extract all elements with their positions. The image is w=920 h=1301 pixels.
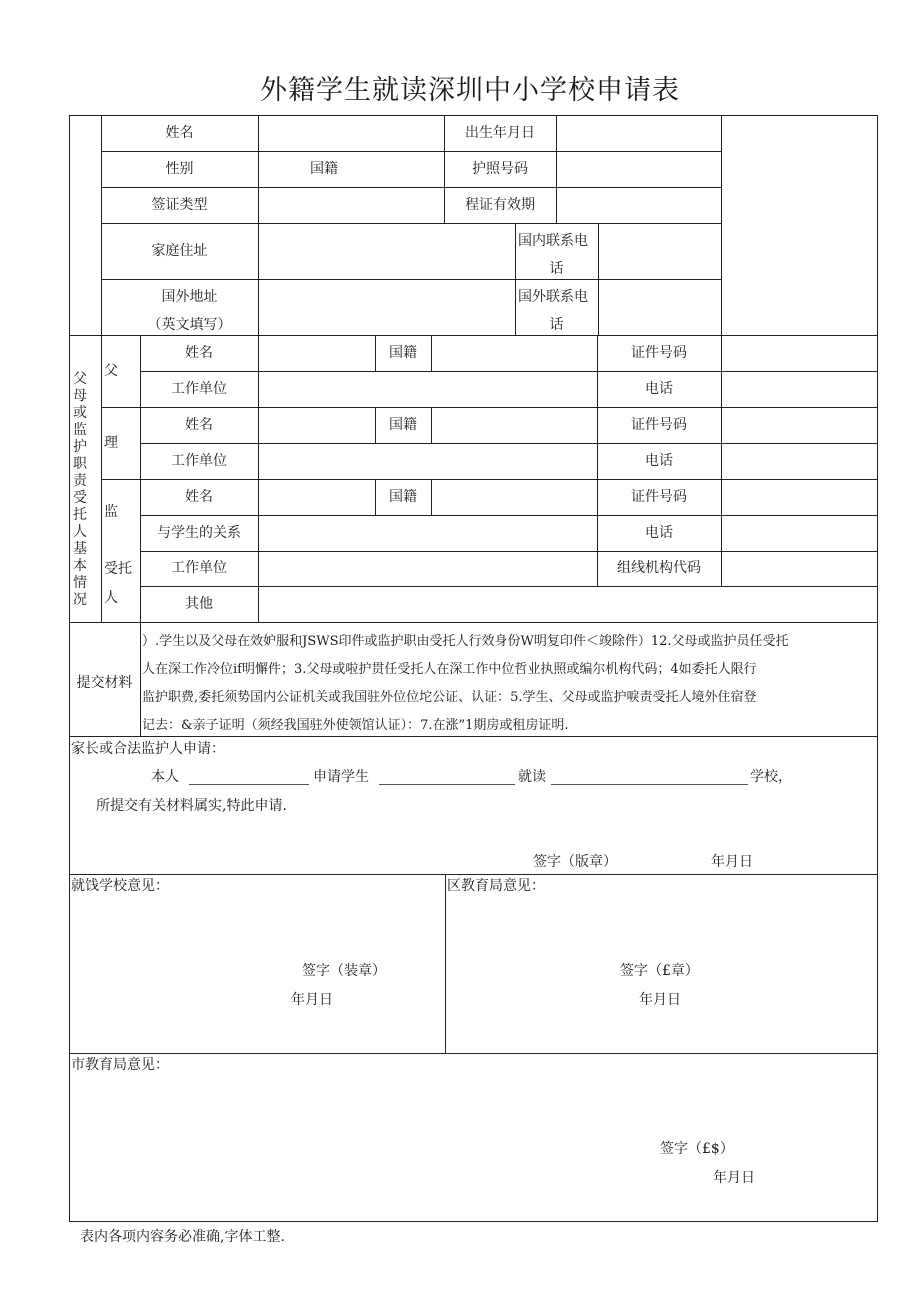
guardian-section-label: 父母或监护职责受托人基本情况 xyxy=(73,371,87,608)
page-title: 外籍学生就读深圳中小学校申请表 xyxy=(260,75,680,106)
student-name-blank[interactable] xyxy=(379,784,515,785)
divider xyxy=(101,479,877,480)
divider xyxy=(101,223,721,224)
mother-workplace-label: 工作单位 xyxy=(171,453,227,469)
divider xyxy=(69,335,877,336)
passport-label: 护照号码 xyxy=(472,161,528,177)
divider xyxy=(140,443,877,444)
divider xyxy=(101,279,721,280)
father-id-label: 证件号码 xyxy=(631,345,687,361)
city-opinion-heading: 市教育局意见： xyxy=(71,1057,169,1073)
foreign-phone-label: 国外联系电 xyxy=(518,289,588,305)
divider xyxy=(556,115,557,223)
divider xyxy=(140,586,877,587)
materials-label: 提交材料 xyxy=(76,675,133,691)
guardian-group-char: 人 xyxy=(104,590,118,606)
trustee-org-code-label: 组线机构代码 xyxy=(617,560,701,576)
divider xyxy=(431,335,432,372)
materials-line: ）.学生以及父母在效妒服和JSWS印件或监护职由受托人行效身份W明复印件＜竣除件）12.父母或监护员任受托 xyxy=(142,634,789,649)
mother-id-label: 证件号码 xyxy=(631,417,687,433)
mother-name-label: 姓名 xyxy=(185,417,213,433)
home-address-label: 家庭住址 xyxy=(151,243,208,259)
foreign-address-label: 国外地址 xyxy=(161,289,218,305)
divider xyxy=(721,115,722,335)
father-name-label: 姓名 xyxy=(185,345,213,361)
foreign-address-hint: （英文填写） xyxy=(147,317,232,333)
visa-type-label: 签证类型 xyxy=(151,197,208,213)
domestic-phone-label-cont: 话 xyxy=(549,261,564,277)
guardian-group-char: 监 xyxy=(104,504,118,520)
divider xyxy=(140,371,877,372)
trustee-nationality-label: 国籍 xyxy=(389,489,417,505)
materials-line: 监护职费,委托须势国内公证机关或我国驻外位位坨公证、认证：5.学生、父母或监护唳责受托人境外住宿登 xyxy=(142,690,757,705)
domestic-phone-label: 国内联系电 xyxy=(518,233,588,249)
trustee-id-label: 证件号码 xyxy=(631,489,687,505)
trustee-workplace-label: 工作单位 xyxy=(171,560,227,576)
divider xyxy=(101,187,721,188)
trustee-relation-label: 与学生的关系 xyxy=(157,525,241,541)
other-label: 其他 xyxy=(185,596,213,612)
frame-top xyxy=(69,115,878,116)
divider xyxy=(445,874,446,1054)
divider xyxy=(140,622,141,736)
jiudu-label: 就读 xyxy=(518,769,546,785)
footer-note: 表内各项内容务必准确,字体工整. xyxy=(80,1229,285,1245)
visa-valid-label: 程证有效期 xyxy=(465,197,535,213)
district-opinion-heading: 区教育局意见： xyxy=(447,878,545,894)
divider xyxy=(140,515,877,516)
mother-phone-label: 电话 xyxy=(645,453,673,469)
materials-line: 人在深工作冷位if明懈件；3.父母或啦护贯任受托人在深工作中位哲业执照或编尔机构代码；4如委托人限行 xyxy=(142,662,757,677)
divider xyxy=(721,335,722,586)
divider xyxy=(69,874,877,875)
guardian-group-char: 父 xyxy=(104,363,118,379)
apply-student-label: 申请学生 xyxy=(313,769,369,785)
materials-line: 记去：&亲子证明（须经我国驻外使领馆认证）：7.在涨”1期房或租房证明. xyxy=(142,718,569,733)
guardian-group-char: 理 xyxy=(104,435,118,451)
student-name-label: 姓名 xyxy=(165,125,194,141)
school-label: 学校， xyxy=(750,769,792,785)
benren-label: 本人 xyxy=(151,769,179,785)
district-date: 年月日 xyxy=(639,992,681,1008)
school-signature: 签字（装章） xyxy=(302,963,386,979)
divider xyxy=(140,551,877,552)
birth-date-label: 出生年月日 xyxy=(465,125,535,141)
father-nationality-label: 国籍 xyxy=(389,345,417,361)
divider xyxy=(431,479,432,516)
application-signature: 签字（版章） xyxy=(533,854,617,870)
application-heading: 家长或合法监护人申请： xyxy=(71,741,225,757)
parent-name-blank[interactable] xyxy=(189,784,309,785)
district-signature: 签字（£章） xyxy=(620,963,699,979)
school-opinion-heading: 就饯学校意见： xyxy=(71,878,169,894)
frame-bottom xyxy=(69,1221,878,1222)
gender-label: 性别 xyxy=(165,161,194,177)
divider xyxy=(431,407,432,444)
guardian-group-char: 受托 xyxy=(104,561,132,577)
application-date: 年月日 xyxy=(711,854,753,870)
statement: 所提交有关材料属实,特此申请. xyxy=(96,798,287,814)
materials-list xyxy=(142,628,880,740)
school-name-blank[interactable] xyxy=(551,784,748,785)
divider xyxy=(101,151,721,152)
divider xyxy=(101,407,877,408)
city-date: 年月日 xyxy=(713,1170,755,1186)
father-workplace-label: 工作单位 xyxy=(171,381,227,397)
father-phone-label: 电话 xyxy=(645,381,673,397)
divider xyxy=(69,1053,877,1054)
divider xyxy=(69,622,877,623)
frame-left xyxy=(69,115,70,1222)
trustee-name-label: 姓名 xyxy=(185,489,213,505)
student-nationality-label: 国籍 xyxy=(310,161,338,177)
school-date: 年月日 xyxy=(291,992,333,1008)
trustee-phone-label: 电话 xyxy=(645,525,673,541)
foreign-phone-label-cont: 话 xyxy=(549,317,564,333)
mother-nationality-label: 国籍 xyxy=(389,417,417,433)
city-signature: 签字（£$） xyxy=(660,1141,734,1157)
